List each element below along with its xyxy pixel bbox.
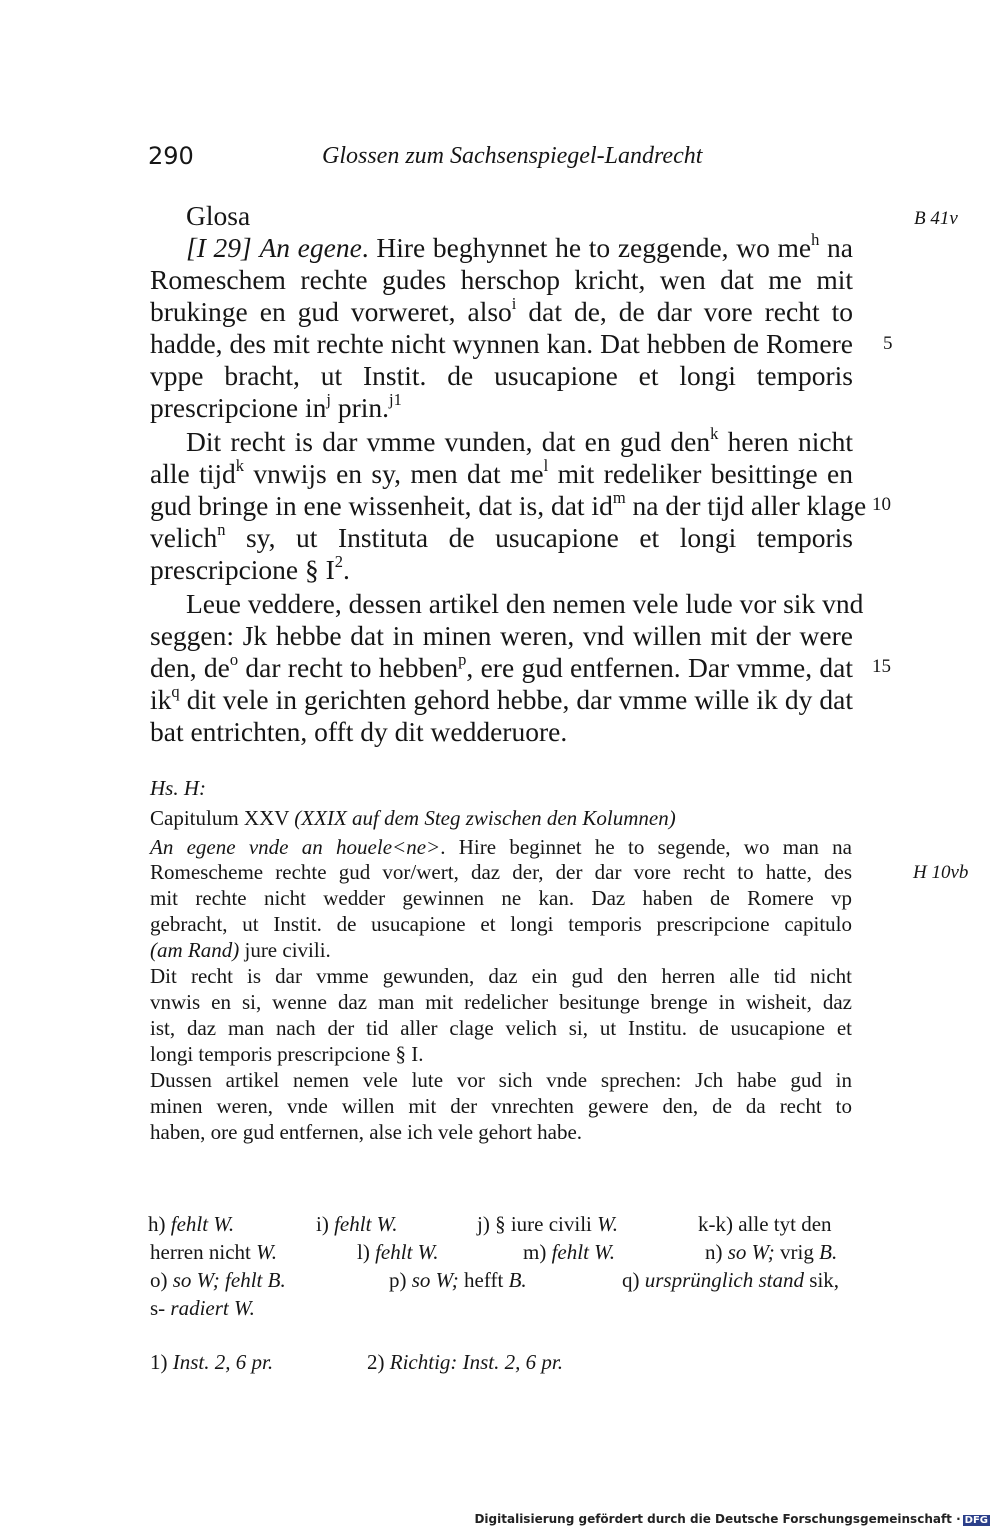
footnote-mark-l: l — [543, 456, 549, 476]
glosa-line-9: gud bringe in ene wissenheit, dat is, dat $id^m$ na der tijd aller klage — [150, 488, 867, 521]
footnote-mark-o: o — [229, 650, 239, 670]
footnote-mark-p: p — [458, 650, 467, 670]
hs-line-1: An egene vnde an houele<ne>. Hire beginnet he to segende, wo man na — [150, 835, 852, 859]
dfg-logo: DFG — [964, 1515, 988, 1526]
glosa-line-13: seggen: Jk hebbe dat in minen weren, vnd willen mit der were — [150, 620, 853, 651]
apparatus-note-j: j) § iure civili W. — [477, 1212, 618, 1236]
apparatus-note-o: o) so W; fehlt B. — [150, 1268, 286, 1292]
line-number-15: 15 — [872, 656, 891, 677]
page-number: 290 — [148, 142, 194, 170]
hs-line-11: minen weren, vnde willen mit der vnrechten gewere den, de da recht to — [150, 1094, 852, 1118]
apparatus-note-q-cont: s- radiert W. — [150, 1296, 255, 1320]
hs-line-3: mit rechte nicht wedder gewinnen ne kan. Daz haben de Romere vp — [150, 886, 852, 910]
glosa-heading: Glosa — [186, 200, 251, 231]
running-title: Glossen zum Sachsenspiegel-Landrecht — [322, 143, 703, 169]
hs-line-7: vnwis en si, wenne daz man mit redelicher besitunge brenge in wisheit, daz — [150, 990, 852, 1014]
glosa-line-11: prescripcione § $I^2$. — [150, 552, 350, 585]
glosa-line-7: Dit recht is dar vmme vunden, dat en gud den$^k$ heren nicht — [186, 424, 853, 457]
hs-line-12: haben, ore gud entfernen, alse ich vele gehort habe. — [150, 1120, 583, 1144]
hs-line-10: Dussen artikel nemen vele lute vor sich vnde sprechen: Jch habe gud in — [150, 1068, 852, 1092]
hs-line-2: Romescheme rechte gud vor/wert, daz der, der dar vore recht to hatte, des — [150, 860, 852, 884]
apparatus-note-k-cont: herren nicht W. — [150, 1240, 277, 1264]
footnote-mark-i: i — [511, 294, 517, 314]
hs-line-5: (am Rand) jure civili. — [150, 938, 331, 962]
line-number-10: 10 — [872, 494, 891, 515]
glosa-line-6: prescripcione $in^j$ prin.$^{j1}$ — [150, 390, 402, 423]
glosa-line-15: $ik^q$ dit vele in gerichten gehord hebbe, dar vmme wille ik dy dat — [150, 682, 853, 715]
footnote-mark-j: j — [326, 390, 331, 410]
hs-label: Hs. H: — [150, 776, 206, 800]
hs-lemma: An egene vnde an houele<ne> — [150, 835, 441, 859]
apparatus-note-h: h) fehlt W. — [148, 1212, 235, 1236]
hs-line-9: longi temporis prescripcione § I. — [150, 1042, 424, 1066]
glosa-line-2: Romeschem rechte gudes herschop kricht, wen dat me mit — [150, 264, 853, 295]
apparatus-note-p: p) so W; hefft B. — [389, 1268, 527, 1292]
apparatus-note-k: k-k) alle tyt den — [698, 1212, 832, 1236]
margin-siglum-h: H 10vb — [913, 862, 969, 883]
glosa-ref: [I 29] — [186, 232, 252, 263]
glosa-line-5: vppe bracht, ut Instit. de usucapione et longi temporis — [150, 360, 853, 391]
glosa-line-1: [I 29] An egene. Hire beghynnet he to zeggende, wo $me^h$ na — [186, 230, 854, 263]
hs-capitulum: Capitulum XXV (XXIX auf dem Steg zwischen den Kolumnen) — [150, 806, 676, 830]
glosa-line-16: bat entrichten, offt dy dit wedderuore. — [150, 716, 568, 747]
line-number-5: 5 — [883, 333, 893, 354]
footnote-mark-n: n — [217, 520, 226, 540]
digitization-credit: Digitalisierung gefördert durch die Deutsche Forschungsgemeinschaft · DFG — [474, 1512, 988, 1526]
footnote-mark-k2: k — [235, 456, 244, 476]
footnote-mark-m: m — [612, 488, 626, 508]
footnote-mark-2: 2 — [334, 552, 344, 572]
hs-line-4: gebracht, ut Instit. de usucapione et longi temporis prescripcione capitulo — [150, 912, 852, 936]
source-note-2: 2) Richtig: Inst. 2, 6 pr. — [367, 1350, 563, 1374]
glosa-line-12: Leue veddere, dessen artikel den nemen vele lude vor sik vnd — [186, 588, 864, 619]
apparatus-note-l: l) fehlt W. — [357, 1240, 439, 1264]
glosa-line-4: hadde, des mit rechte nicht wynnen kan. Dat hebben de Romere — [150, 328, 853, 359]
glosa-lemma: An egene — [259, 232, 362, 263]
apparatus-note-n: n) so W; vrig B. — [705, 1240, 838, 1264]
hs-line-6: Dit recht is dar vmme gewunden, daz ein gud den herren alle tid nicht — [150, 964, 852, 988]
glosa-line-3: brukinge en gud vorweret, also$^i$ dat de, de dar vore recht to — [150, 294, 853, 327]
glosa-line-14: den, $de^o$ dar recht to hebben$^p$, ere gud entfernen. Dar vmme, dat — [150, 650, 853, 683]
source-note-1: 1) Inst. 2, 6 pr. — [150, 1350, 274, 1374]
hs-line-8: ist, daz man nach der tid aller clage velich si, ut Institu. de usucapione et — [150, 1016, 852, 1040]
apparatus-note-i: i) fehlt W. — [316, 1212, 398, 1236]
footnote-mark-j1: j1 — [389, 390, 402, 410]
glosa-line-10: velich$^n$ sy, ut Instituta de usucapione et longi temporis — [150, 520, 853, 553]
apparatus-note-q: q) ursprünglich stand sik, — [622, 1268, 840, 1292]
margin-siglum-b: B 41v — [914, 208, 958, 229]
glosa-line-8: alle tijd$^k$ vnwijs en sy, men dat $me^l$ mit redeliker besittinge en — [150, 456, 853, 489]
footnote-mark-q: q — [171, 682, 180, 702]
apparatus-note-m: m) fehlt W. — [523, 1240, 615, 1264]
footnote-mark-h: h — [811, 230, 820, 250]
footnote-mark-k: k — [710, 424, 719, 444]
